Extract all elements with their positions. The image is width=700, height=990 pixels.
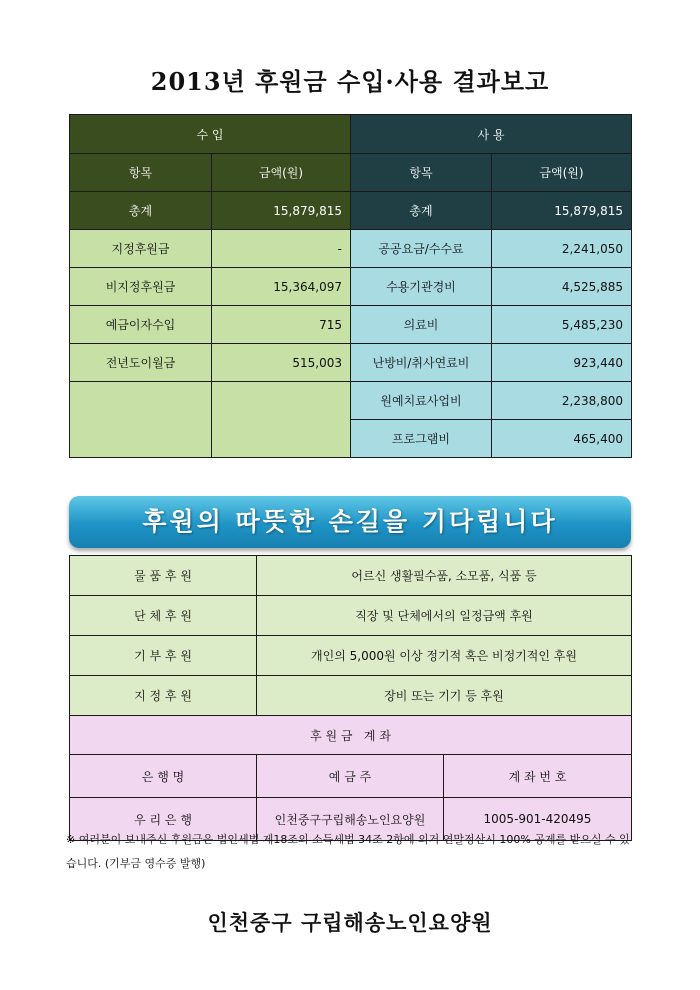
donation-desc: 어르신 생활필수품, 소모품, 식품 등	[257, 556, 632, 596]
table-row	[70, 268, 632, 306]
income-item: 전년도이월금	[70, 344, 212, 382]
table-row	[70, 230, 632, 268]
income-item: 비지정후원금	[70, 268, 212, 306]
expense-col-amount: 금액(원)	[492, 154, 632, 192]
finance-table	[69, 114, 632, 458]
table-row	[70, 556, 632, 596]
income-item-empty	[70, 382, 212, 458]
expense-amount: 2,241,050	[492, 230, 632, 268]
donation-desc: 직장 및 단체에서의 일정금액 후원	[257, 596, 632, 636]
account-col-number: 계 좌 번 호	[444, 755, 632, 798]
page-title: 2013년 후원금 수입·사용 결과보고	[150, 67, 550, 96]
income-header: 수 입	[70, 115, 351, 154]
expense-item: 공공요금/수수료	[351, 230, 492, 268]
expense-amount: 4,525,885	[492, 268, 632, 306]
table-row	[70, 344, 632, 382]
expense-total-label: 총계	[351, 192, 492, 230]
income-item: 지정후원금	[70, 230, 212, 268]
table-row	[70, 306, 632, 344]
expense-amount: 2,238,800	[492, 382, 632, 420]
income-col-item: 항목	[70, 154, 212, 192]
account-bank: 우 리 은 행	[70, 798, 257, 841]
table-row	[70, 676, 632, 716]
expense-amount: 923,440	[492, 344, 632, 382]
donation-type: 지 정 후 원	[70, 676, 257, 716]
donation-banner: 후원의 따뜻한 손길을 기다립니다	[69, 496, 631, 548]
account-col-bank: 은 행 명	[70, 755, 257, 798]
organization-name: 인천중구 구립해송노인요양원	[207, 911, 493, 935]
income-total-label: 총계	[70, 192, 212, 230]
income-total-value: 15,879,815	[212, 192, 351, 230]
table-row	[70, 636, 632, 676]
account-col-holder: 예 금 주	[257, 755, 444, 798]
donation-desc: 개인의 5,000원 이상 정기적 혹은 비정기적인 후원	[257, 636, 632, 676]
tax-note: ※ 여러분이 보내주신 후원금은 법인세법 제18조의 소득세법 34조 2항에 의거 연말정산시 100% 공제를 받으실 수 있습니다. (기부금 영수증 발행)	[66, 833, 630, 870]
table-row	[70, 382, 632, 420]
income-amount: -	[212, 230, 351, 268]
expense-amount: 465,400	[492, 420, 632, 458]
expense-item: 원예치료사업비	[351, 382, 492, 420]
donation-desc: 장비 또는 기기 등 후원	[257, 676, 632, 716]
account-holder: 인천중구구립해송노인요양원	[257, 798, 444, 841]
expense-col-item: 항목	[351, 154, 492, 192]
table-row	[70, 596, 632, 636]
account-header: 후 원 금 계 좌	[70, 716, 632, 755]
donation-type: 물 품 후 원	[70, 556, 257, 596]
donation-type: 단 체 후 원	[70, 596, 257, 636]
expense-item: 의료비	[351, 306, 492, 344]
donation-table	[69, 555, 632, 841]
income-amount: 15,364,097	[212, 268, 351, 306]
expense-item: 수용기관경비	[351, 268, 492, 306]
account-number: 1005-901-420495	[444, 798, 632, 841]
donation-type: 기 부 후 원	[70, 636, 257, 676]
expense-total-value: 15,879,815	[492, 192, 632, 230]
income-item: 예금이자수입	[70, 306, 212, 344]
expense-item: 난방비/취사연료비	[351, 344, 492, 382]
expense-header: 사 용	[351, 115, 632, 154]
income-amount: 715	[212, 306, 351, 344]
income-amount-empty	[212, 382, 351, 458]
income-col-amount: 금액(원)	[212, 154, 351, 192]
expense-amount: 5,485,230	[492, 306, 632, 344]
expense-item: 프로그램비	[351, 420, 492, 458]
income-amount: 515,003	[212, 344, 351, 382]
